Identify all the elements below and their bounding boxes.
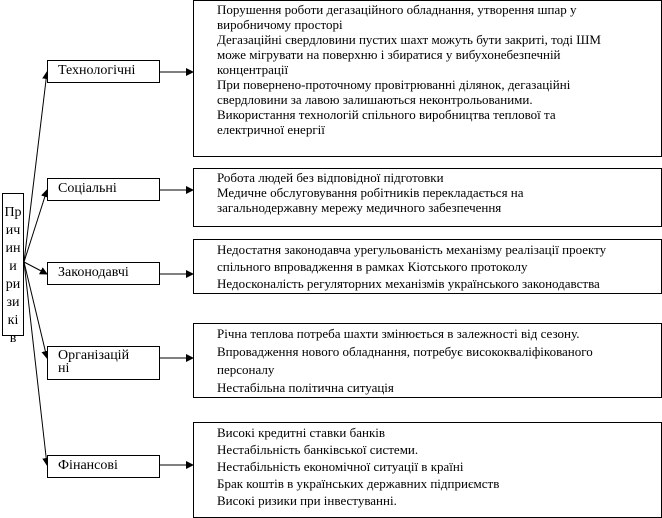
detail-line: персоналу xyxy=(217,362,275,377)
detail-line: електричної енергії xyxy=(217,122,325,137)
root-line: и xyxy=(9,259,17,274)
category-label: ні xyxy=(58,361,70,376)
detail-line: Нестабільна політична ситуація xyxy=(217,380,394,395)
category-label: Технологічні xyxy=(58,63,136,78)
root-line: ин xyxy=(5,241,21,256)
category-label: Соціальні xyxy=(58,181,117,196)
detail-line: концентрації xyxy=(217,62,289,77)
detail-line: Порушення роботи дегазаційного обладнання, утворення шпар у xyxy=(217,2,577,17)
arrow-root-legislative xyxy=(24,262,47,274)
root-line: кі xyxy=(7,313,19,328)
details-financial xyxy=(193,422,662,518)
detail-line: Медичне обслуговування робітників перекладається на xyxy=(217,185,524,200)
category-label: Організацій xyxy=(58,348,130,363)
category-label: Фінансові xyxy=(58,458,118,473)
details-technological xyxy=(193,0,662,157)
category-label: Законодавчі xyxy=(58,265,129,280)
root-box-causes xyxy=(2,193,24,346)
detail-line: може мігрувати на поверхню і збиратися у вибухонебезпечній xyxy=(217,47,561,62)
arrow-root-social xyxy=(24,190,47,262)
detail-line: Робота людей без відповідної підготовки xyxy=(217,170,444,185)
detail-line: Недостатня законодавча урегульованість механізму реалізації проекту xyxy=(217,242,607,257)
root-line: ич xyxy=(5,223,21,238)
detail-line: Нестабільність банківської системи. xyxy=(217,442,419,457)
arrow-root-technological xyxy=(24,72,47,262)
detail-line: Недосконалість регуляторних механізмів українського законодавства xyxy=(217,276,600,291)
category-legislative xyxy=(47,262,160,285)
detail-line: Використання технологій спільного виробництва теплової та xyxy=(217,107,556,122)
detail-line: спільного впровадження в рамках Кіотського протоколу xyxy=(217,259,528,274)
detail-line: Високі кредитні ставки банків xyxy=(217,425,386,440)
arrow-root-organizational xyxy=(24,262,47,358)
root-line: ри xyxy=(5,277,21,292)
details-legislative xyxy=(193,239,662,294)
root-line: Пр xyxy=(4,205,22,220)
category-organizational xyxy=(47,346,160,380)
root-line: в xyxy=(9,331,17,346)
detail-line: Високі ризики при інвестуванні. xyxy=(217,493,397,508)
category-technological xyxy=(47,60,160,83)
detail-line: свердловини за лавою залишаються неконтрольованими. xyxy=(217,92,533,107)
category-financial xyxy=(47,455,160,478)
details-social xyxy=(193,168,662,227)
detail-line: Річна теплова потреба шахти змінюється в залежності від сезону. xyxy=(217,326,580,341)
detail-line: виробничому просторі xyxy=(217,17,343,32)
detail-line: Дегазаційні свердловини пустих шахт можуть бути закриті, тоді ШМ xyxy=(217,32,601,47)
details-organizational xyxy=(193,323,662,398)
detail-line: Впровадження нового обладнання, потребує висококваліфікованого xyxy=(217,344,593,359)
detail-line: При повернено-проточному провітрюванні ділянок, дегазаційні xyxy=(217,77,571,92)
root-line: зи xyxy=(6,295,20,310)
detail-line: Нестабільність економічної ситуації в країні xyxy=(217,459,464,474)
arrow-root-financial xyxy=(24,262,47,465)
detail-line: загальнодержавну мережу медичного забезпечення xyxy=(217,200,502,215)
category-social xyxy=(47,178,160,201)
detail-line: Брак коштів в українських державних підприємств xyxy=(217,476,500,491)
